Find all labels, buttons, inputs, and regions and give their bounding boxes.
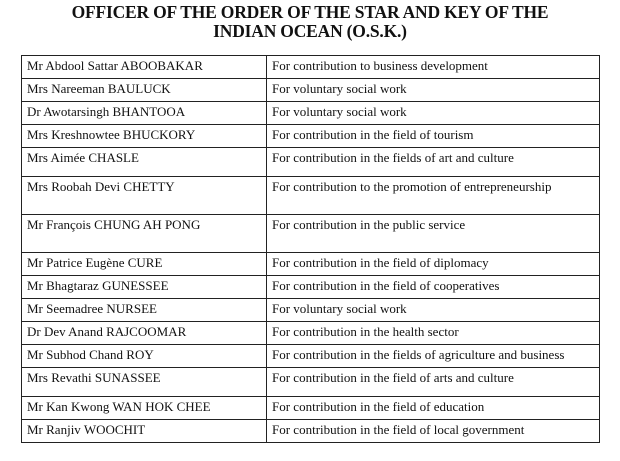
table-row: [22, 276, 600, 299]
recipient-reason: For contribution in the field of education: [267, 397, 600, 420]
table-row: [22, 322, 600, 345]
table-row: [22, 397, 600, 420]
recipient-name: Mr Kan Kwong WAN HOK CHEE: [22, 397, 267, 420]
table-row: [22, 102, 600, 125]
recipient-name: Mrs Roobah Devi CHETTY: [22, 177, 267, 215]
table-row: [22, 215, 600, 253]
recipients-table: [21, 55, 600, 443]
recipient-reason: For contribution in the field of cooperatives: [267, 276, 600, 299]
document-title: [0, 3, 620, 41]
title-line-1: OFFICER OF THE ORDER OF THE STAR AND KEY OF THE: [71, 2, 549, 22]
recipient-reason: For contribution in the public service: [267, 215, 600, 253]
recipient-name: Mrs Kreshnowtee BHUCKORY: [22, 125, 267, 148]
title-line-2: INDIAN OCEAN (O.S.K.): [213, 21, 407, 41]
table-row: [22, 56, 600, 79]
recipient-name: Mrs Nareeman BAULUCK: [22, 79, 267, 102]
recipient-name: Mr Seemadree NURSEE: [22, 299, 267, 322]
table-row: [22, 368, 600, 397]
recipient-name: Mr Bhagtaraz GUNESSEE: [22, 276, 267, 299]
recipient-name: Dr Dev Anand RAJCOOMAR: [22, 322, 267, 345]
table-row: [22, 253, 600, 276]
recipient-name: Mr Patrice Eugène CURE: [22, 253, 267, 276]
recipient-name: Mrs Aimée CHASLE: [22, 148, 267, 177]
recipient-reason: For contribution in the health sector: [267, 322, 600, 345]
recipient-name: Mr François CHUNG AH PONG: [22, 215, 267, 253]
table-row: [22, 420, 600, 443]
table-row: [22, 345, 600, 368]
recipient-name: Mr Subhod Chand ROY: [22, 345, 267, 368]
recipient-name: Mr Abdool Sattar ABOOBAKAR: [22, 56, 267, 79]
recipient-reason: For contribution in the field of diplomacy: [267, 253, 600, 276]
recipient-reason: For contribution to business development: [267, 56, 600, 79]
recipient-reason: For contribution in the field of arts and culture: [267, 368, 600, 397]
recipient-reason: For contribution in the field of tourism: [267, 125, 600, 148]
recipient-reason: For voluntary social work: [267, 102, 600, 125]
table-row: [22, 125, 600, 148]
recipient-name: Mr Ranjiv WOOCHIT: [22, 420, 267, 443]
recipient-reason: For voluntary social work: [267, 299, 600, 322]
recipient-name: Dr Awotarsingh BHANTOOA: [22, 102, 267, 125]
recipient-reason: For contribution to the promotion of entrepreneurship: [267, 177, 600, 215]
recipient-reason: For contribution in the field of local government: [267, 420, 600, 443]
table-row: [22, 79, 600, 102]
table-row: [22, 148, 600, 177]
table-row: [22, 177, 600, 215]
recipient-reason: For voluntary social work: [267, 79, 600, 102]
table-row: [22, 299, 600, 322]
recipient-reason: For contribution in the fields of art and culture: [267, 148, 600, 177]
recipient-name: Mrs Revathi SUNASSEE: [22, 368, 267, 397]
recipient-reason: For contribution in the fields of agriculture and business: [267, 345, 600, 368]
